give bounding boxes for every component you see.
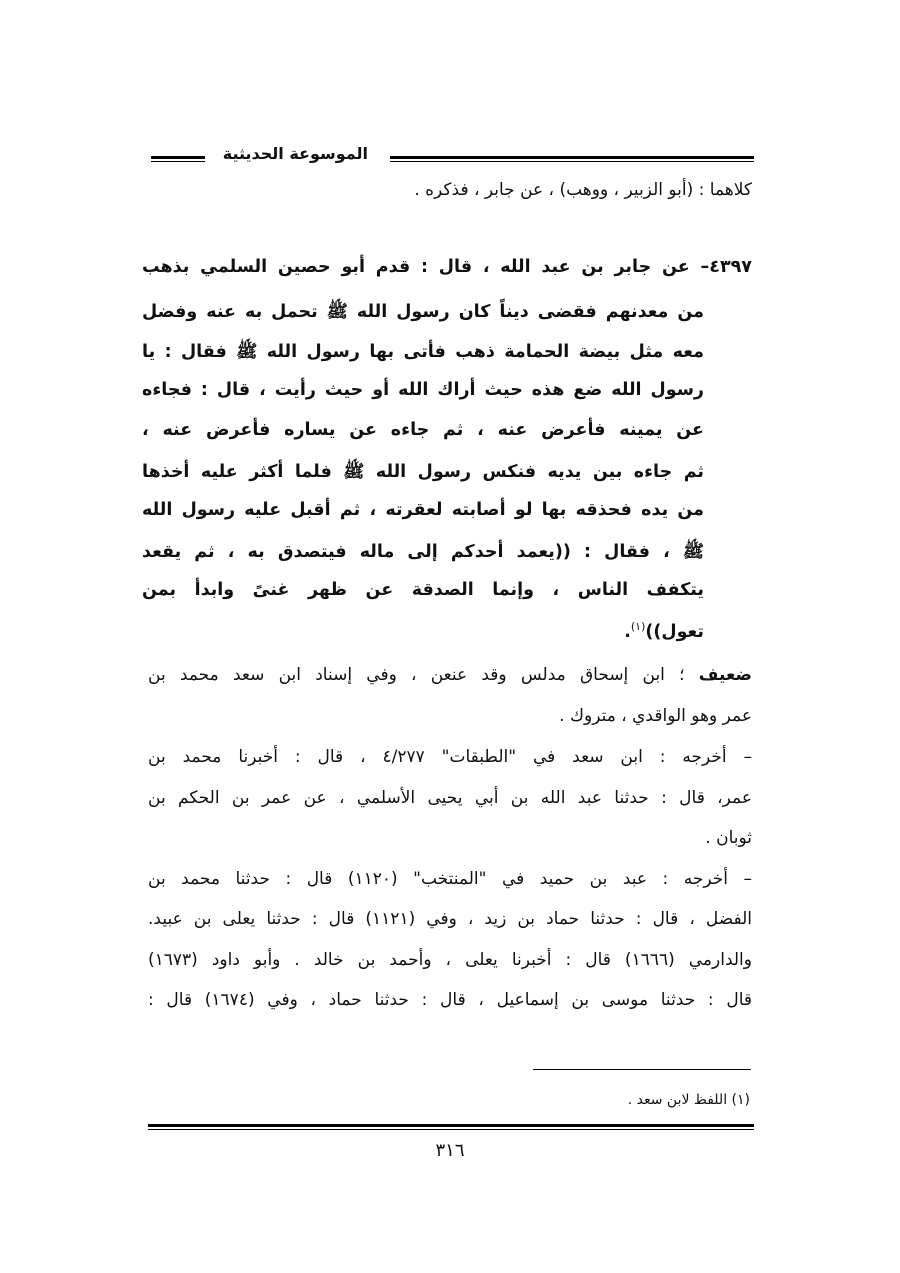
hadith-line-10 <box>624 620 704 642</box>
takhrij1-line-1: – أخرجه : ابن سعد في "الطبقات" ٤/٢٧٧ ، قال : أخبرنا محمد بن <box>148 747 753 767</box>
hadith-dash: – <box>700 257 710 277</box>
takhrij2-line-3: والدارمي (١٦٦٦) قال : أخبرنا يعلى ، وأحمد بن خالد . وأبو داود (١٦٧٣) <box>148 950 752 970</box>
hadith-line-3: معه مثل بيضة الحمامة ذهب فأتى بها رسول الله ﷺ فقال : يا <box>142 342 704 362</box>
hadith-last-text: تعول)) <box>645 621 704 642</box>
grading-line-2: عمر وهو الواقدي ، متروك . <box>559 706 752 726</box>
grading-label: ضعيف <box>698 665 752 685</box>
takhrij1-line-2: عمر، قال : حدثنا عبد الله بن أبي يحيى الأسلمي ، عن عمر بن الحكم بن <box>148 788 752 808</box>
hadith-line-5: عن يمينه فأعرض عنه ، ثم جاءه عن يساره فأعرض عنه ، <box>142 420 704 440</box>
hadith-line-1 <box>142 257 752 277</box>
header-rule-left <box>151 156 205 162</box>
hadith-number: ٤٣٩٧ <box>709 257 752 277</box>
hadith-text-line: عن جابر بن عبد الله ، قال : قدم أبو حصين السلمي بذهب <box>142 257 690 277</box>
takhrij1-line-3: ثوبان . <box>705 828 752 848</box>
running-header <box>148 142 754 172</box>
takhrij2-line-4: قال : حدثنا موسى بن إسماعيل ، قال : حدثنا حماد ، وفي (١٦٧٤) قال : <box>148 990 753 1010</box>
hadith-line-7: من يده فحذقه بها لو أصابته لعقرته ، ثم أقبل عليه رسول الله <box>142 500 704 520</box>
book-title: الموسوعة الحديثية <box>222 144 368 163</box>
intro-line: كلاهما : (أبو الزبير ، ووهب) ، عن جابر ، فذكره . <box>414 180 752 200</box>
takhrij2-line-1: – أخرجه : عبد بن حميد في "المنتخب" (١١٢٠) قال : حدثنا محمد بن <box>148 869 752 889</box>
page-number: ٣١٦ <box>435 1140 465 1161</box>
takhrij2-line-2: الفضل ، قال : حدثنا حماد بن زيد ، وفي (١١٢١) قال : حدثنا يعلى بن عبيد. <box>148 909 752 929</box>
hadith-line-2: من معدنهم فقضى ديناً كان رسول الله ﷺ تحمل به عنه وفضل <box>142 302 704 322</box>
hadith-end: . <box>624 621 631 642</box>
header-rule-right <box>390 156 754 162</box>
hadith-line-6: ثم جاءه بين يديه فنكس رسول الله ﷺ فلما أكثر عليه أخذها <box>142 462 704 482</box>
footnote-reference: (١) <box>630 620 646 633</box>
footer-rule <box>148 1124 754 1130</box>
grading-text: ؛ ابن إسحاق مدلس وقد عنعن ، وفي إسناد ابن سعد محمد بن <box>148 665 685 685</box>
footnote: (١) اللفظ لابن سعد . <box>627 1092 750 1108</box>
hadith-line-4: رسول الله ضع هذه حيث أراك الله أو حيث رأيت ، قال : فجاءه <box>142 380 704 400</box>
hadith-line-8: ﷺ ، فقال : ((يعمد أحدكم إلى ماله فيتصدق به ، ثم يقعد <box>142 542 704 562</box>
footnote-separator <box>533 1069 751 1070</box>
hadith-line-9: يتكفف الناس ، وإنما الصدقة عن ظهر غنىً وابدأ بمن <box>142 580 704 600</box>
grading-line-1 <box>148 665 752 685</box>
